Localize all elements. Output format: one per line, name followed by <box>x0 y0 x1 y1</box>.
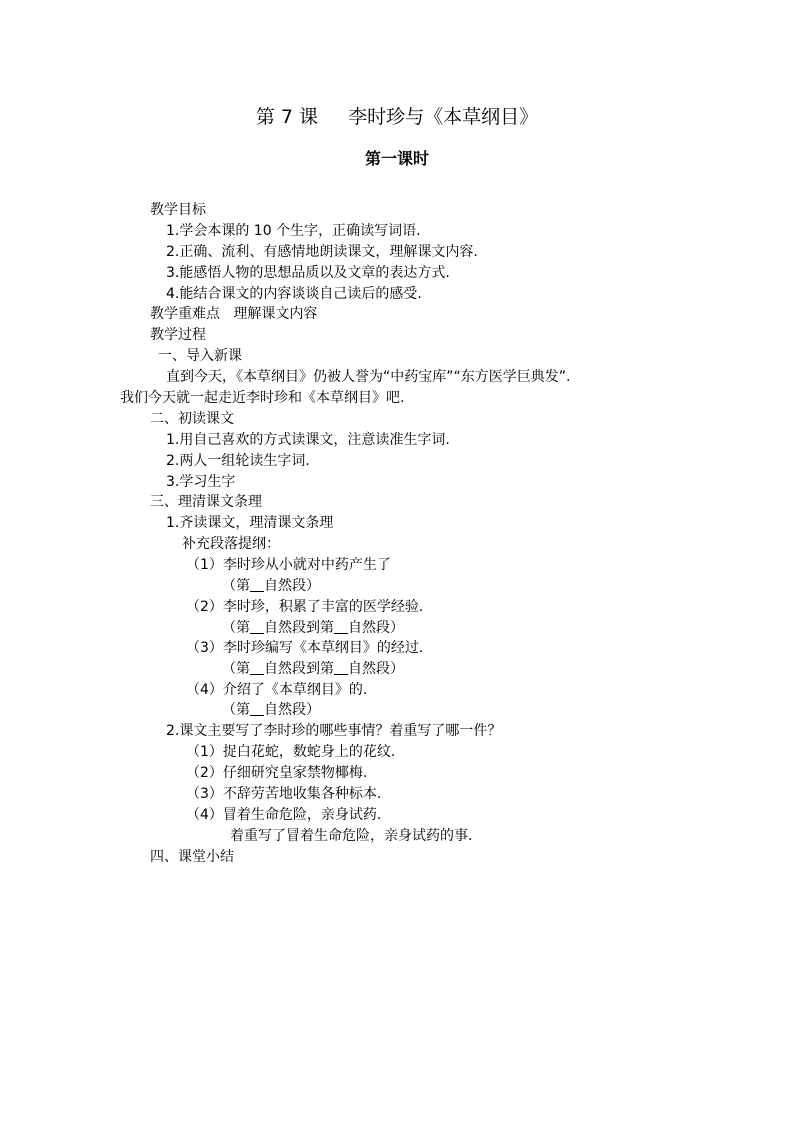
outline-para-1 <box>222 576 320 596</box>
fill-blank <box>250 619 264 634</box>
fill-blank <box>334 660 348 675</box>
outline-num: （2） <box>186 599 223 615</box>
objective-2: 2.正确、流利、有感情地朗读课文，理解课文内容. <box>166 244 478 260</box>
para-prefix: （第 <box>222 578 250 594</box>
section-2-item-3: 3.学习生字 <box>166 474 236 490</box>
outline-text: 李时珍编写《本草纲目》的经过. <box>222 640 424 656</box>
section-1-text-line-2: 我们今天就一起走近李时珍和《本草纲目》吧. <box>120 390 405 406</box>
section-2-item-2: 2.两人一组轮读生字词. <box>166 453 310 469</box>
para-prefix: （第 <box>222 661 250 677</box>
section-3-heading: 三、理清课文条理 <box>150 494 262 510</box>
outline-item-2 <box>186 597 423 617</box>
section-2-heading: 二、初读课文 <box>150 411 234 427</box>
para-middle: 自然段到第 <box>264 661 334 677</box>
event-3: （3）不辞劳苦地收集各种标本. <box>186 786 382 802</box>
section-2-item-1: 1.用自己喜欢的方式读课文，注意读准生字词. <box>166 432 450 448</box>
outline-label: 补充段落提纲： <box>182 536 280 552</box>
event-2: （2）仔细研究皇家禁物椰梅. <box>186 765 368 781</box>
outline-text: 介绍了《本草纲目》的. <box>222 682 368 698</box>
outline-item-4 <box>186 680 367 700</box>
event-1: （1）捉白花蛇，数蛇身上的花纹. <box>186 744 396 760</box>
outline-para-2 <box>222 618 404 638</box>
fill-blank <box>250 701 264 716</box>
event-4: （4）冒着生命危险，亲身试药. <box>186 807 382 823</box>
objective-4: 4.能结合课文的内容谈谈自己读后的感受. <box>166 286 422 302</box>
outline-item-1 <box>186 555 391 575</box>
process-heading: 教学过程 <box>150 327 206 343</box>
objectives-heading: 教学目标 <box>150 202 206 218</box>
section-4-heading: 四、课堂小结 <box>150 849 234 865</box>
outline-num: （1） <box>186 557 223 573</box>
outline-para-3 <box>222 659 404 679</box>
objective-3: 3.能感悟人物的思想品质以及文章的表达方式. <box>166 265 450 281</box>
lesson-subtitle: 第一课时 <box>364 149 429 168</box>
fill-blank <box>250 577 264 592</box>
outline-num: （3） <box>186 640 223 656</box>
objective-1: 1.学会本课的 10 个生字，正确读写词语. <box>166 223 421 239</box>
para-prefix: （第 <box>222 702 250 718</box>
para-suffix: 自然段） <box>348 661 404 677</box>
para-suffix: 自然段） <box>264 702 320 718</box>
outline-text: 李时珍，积累了丰富的医学经验. <box>222 599 424 615</box>
para-suffix: 自然段） <box>348 620 404 636</box>
emphasis-note: 着重写了冒着生命危险，亲身试药的事. <box>230 828 473 844</box>
fill-blank <box>334 619 348 634</box>
fill-blank <box>250 660 264 675</box>
para-prefix: （第 <box>222 620 250 636</box>
para-suffix: 自然段） <box>264 578 320 594</box>
lesson-title: 第 7 课 李时珍与《本草纲目》 <box>255 106 539 128</box>
key-points: 教学重难点 理解课文内容 <box>150 306 318 322</box>
section-1-heading: 一、导入新课 <box>158 348 242 364</box>
outline-text: 李时珍从小就对中药产生了 <box>222 557 391 573</box>
section-3-item-1: 1.齐读课文，理清课文条理 <box>166 515 334 531</box>
para-middle: 自然段到第 <box>264 620 334 636</box>
outline-para-4 <box>222 700 320 720</box>
outline-num: （4） <box>186 682 223 698</box>
section-1-text-line-1: 直到今天，《本草纲目》仍被人誉为“中药宝库”“东方医学巨典发”. <box>166 369 571 385</box>
outline-item-3 <box>186 638 423 658</box>
section-3-item-2: 2.课文主要写了李时珍的哪些事情？着重写了哪一件？ <box>166 723 502 739</box>
